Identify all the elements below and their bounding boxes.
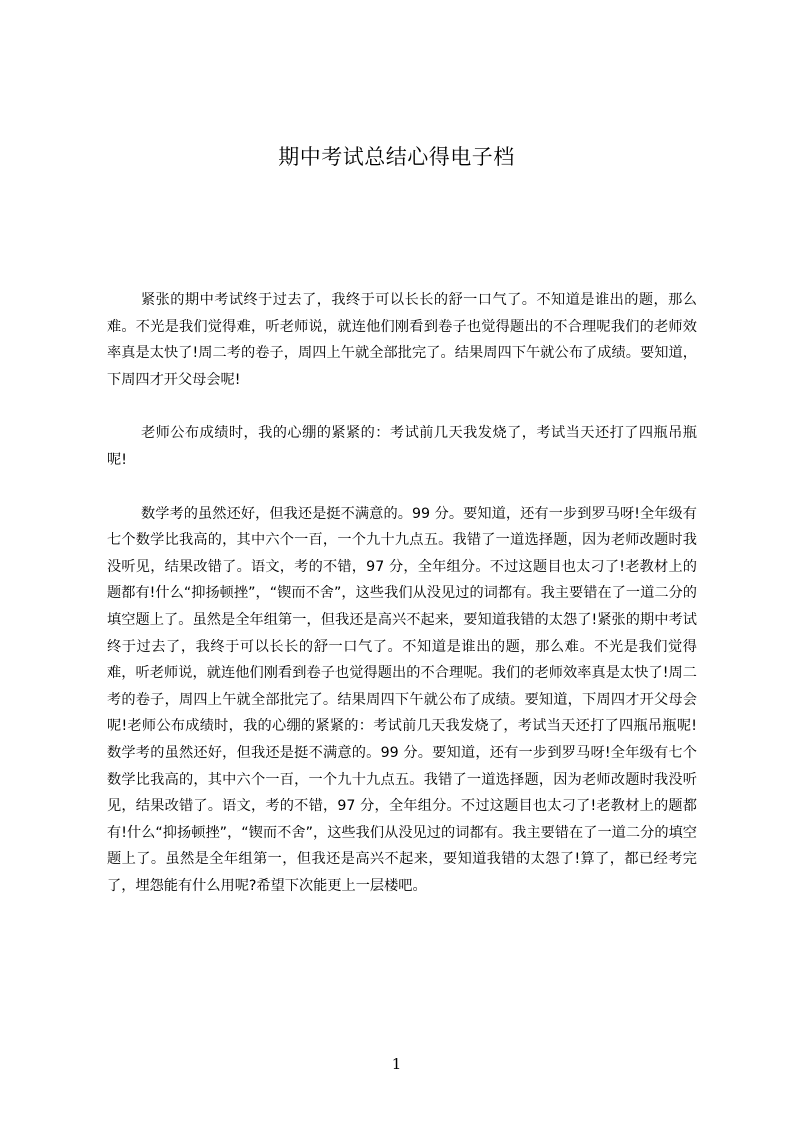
paragraph-3: 数学考的虽然还好，但我还是挺不满意的。99 分。要知道，还有一步到罗马呀!全年级有七个数学比我高的，其中六个一百，一个九十九点五。我错了一道选择题，因为老师改题时我没听见，结果改错了。语文，考的不错，97 分，全年组分。不过这题目也太刁了!老教材上的题都有!什么“抑扬顿挫”，“锲而不舍”，这些我们从没见过的词都有。我主要错在了一道二分的填空题上了。虽然是全年组第一，但我还是高兴不起来，要知道我错的太怨了!紧张的期中考试终于过去了，我终于可以长长的舒一口气了。不知道是谁出的题，那么难。不光是我们觉得难，听老师说，就连他们刚看到卷子也觉得题出的不合理呢。我们的老师效率真是太快了!周二考的卷子，周四上午就全部批完了。结果周四下午就公布了成绩。要知道，下周四才开父母会呢!老师公布成绩时，我的心绷的紧紧的：考试前几天我发烧了，考试当天还打了四瓶吊瓶呢!数学考的虽然还好，但我还是挺不满意的。99 分。要知道，还有一步到罗马呀!全年级有七个数学比我高的，其中六个一百，一个九十九点五。我错了一道选择题，因为老师改题时我没听见，结果改错了。语文，考的不错，97 分，全年组分。不过这题目也太刁了!老教材上的题都有!什么“抑扬顿挫”，“锲而不舍”，这些我们从没见过的词都有。我主要错在了一道二分的填空题上了。虽然是全年组第一，但我还是高兴不起来，要知道我错的太怨了!算了，都已经考完了，埋怨能有什么用呢?希望下次能更上一层楼吧。 xyxy=(107,505,697,894)
document-title: 期中考试总结心得电子档 xyxy=(278,145,515,169)
page-number: 1 xyxy=(391,1055,402,1073)
paragraph-2: 老师公布成绩时，我的心绷的紧紧的：考试前几天我发烧了，考试当天还打了四瓶吊瓶呢! xyxy=(107,425,697,468)
document-body xyxy=(107,287,697,899)
paragraph-1: 紧张的期中考试终于过去了，我终于可以长长的舒一口气了。不知道是谁出的题，那么难。不光是我们觉得难，听老师说，就连他们刚看到卷子也觉得题出的不合理呢我们的老师效率真是太快了!周二考的卷子，周四上午就全部批完了。结果周四下午就公布了成绩。要知道，下周四才开父母会呢! xyxy=(107,292,697,388)
